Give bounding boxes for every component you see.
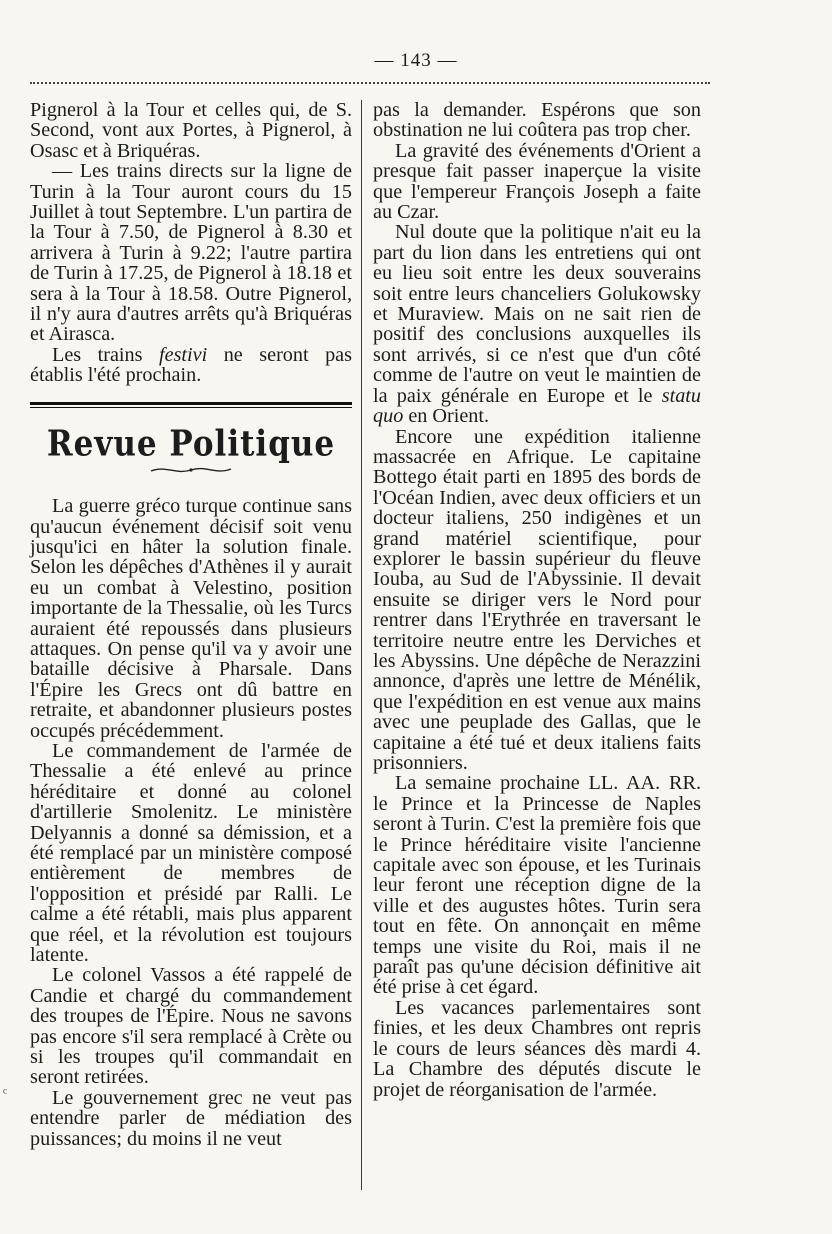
left-paragraph-guerre: La guerre gréco turque continue sans qu'aucun événement décisif soit venu jusqu'ici en hâter la solution finale. Selon les dépêches d'Athènes il y aurait eu un combat à Velestino, position importante de la Thessalie, où les Turcs auraient été repoussés dans plusieurs attaques. On pense qu'il va y avoir une bataille décisive à Pharsale. Dans l'Épire les Grecs ont dû battre en retraite, et abandonner plusieurs postes occupés précédemment. xyxy=(30,495,352,742)
header-rule xyxy=(30,82,710,84)
right-paragraph-gravite: La gravité des événements d'Orient a presque fait passer inaperçue la visite que l'empereur François Joseph a faite au Czar. xyxy=(373,139,701,224)
left-paragraph-trains-directs: — Les trains directs sur la ligne de Turin à la Tour auront cours du 15 Juillet à tout Septembre. L'un partira de la Tour à 7.50, de Pignerol à 8.30 et arrivera à Turin à 9.22; l'autre partira de Turin à 17.25, de Pignerol à 18.18 et sera à la Tour à 18.58. Outre Pignerol, il n'y aura d'autres arrêts qu'à Briquéras et Airasca. xyxy=(30,160,352,346)
right-paragraph-expedition: Encore une expédition italienne massacrée en Afrique. Le capitaine Bottego était parti en 1895 des bords de l'Océan Indien, avec deux officiers et un docteur italiens, 250 indigènes et un grand matériel scientifique, pour explorer le bassin supérieur du fleuve Iouba, au Sud de l'Abyssinie. Il devait ensuite se diriger vers le Nord pour rentrer dans l'Erythrée en traversant le territoire neutre entre les Derviches et les Abyssins. Une dépêche de Nerazzini annonce, d'après une lettre de Ménélik, que l'expédition en est venue aux mains avec une peuplade des Gallas, que le capitaine a été tué et deux italiens faits prisonniers. xyxy=(373,425,701,774)
left-paragraph-commandement: Le commandement de l'armée de Thessalie a été enlevé au prince héréditaire et donné au colonel d'artillerie Smolenitz. Le ministère Delyannis a donné sa démission, et a été remplacé par un ministère composé entièrement de membres de l'opposition et présidé par Ralli. Le calme a été rétabli, mais plus apparent que réel, et la révolution est toujours latente. xyxy=(30,739,352,967)
left-paragraph-trains-festivi xyxy=(30,345,352,386)
festivi-italic: festivi xyxy=(159,343,208,366)
festivi-text-before: Les trains xyxy=(52,343,159,366)
statu-quo-italic: statu quo xyxy=(373,384,701,428)
nul-doute-text-after: en Orient. xyxy=(403,405,490,428)
left-paragraph-1: Pignerol à la Tour et celles qui, de S. Second, vont aux Portes, à Pignerol, à Osasc et à Briquéras. xyxy=(30,99,352,162)
page-number: — 143 — xyxy=(374,50,458,71)
right-paragraph-nul-doute xyxy=(373,222,701,426)
section-title: Revue Politique xyxy=(46,422,336,465)
section-divider-rule xyxy=(30,402,352,408)
right-paragraph-vacances: Les vacances parlementaires sont finies, et les deux Chambres ont repris le cours de leurs séances dès mardi 4. La Chambre des députés discute le projet de réorganisation de l'armée. xyxy=(373,996,701,1101)
left-paragraph-vassos: Le colonel Vassos a été rappelé de Candie et chargé du commandement des troupes de l'Épire. Nous ne savons pas encore s'il sera remplacé à Crète ou si les troupes qu'il commandait en seront retirées. xyxy=(30,964,352,1089)
ornament-flourish-icon xyxy=(146,464,236,476)
column-divider xyxy=(361,100,362,1190)
festivi-text-after: ne seront pas établis l'été prochain. xyxy=(30,343,352,387)
right-paragraph-semaine: La semaine prochaine LL. AA. RR. le Prince et la Princesse de Naples seront à Turin. C'est la première fois que le Prince héréditaire visite l'ancienne capitale avec son épouse, et les Turinais leur feront une réception digne de la ville et des augustes hôtes. Turin sera tout en fête. On annonçait en même temps une visite du Roi, mais il ne paraît pas qu'une décision définitive ait été prise à cet égard. xyxy=(373,772,701,999)
left-column xyxy=(30,100,352,1149)
left-paragraph-gouvernement: Le gouvernement grec ne veut pas entendre parler de médiation des puissances; du moins il ne veut xyxy=(30,1086,352,1150)
right-column xyxy=(373,100,701,1100)
nul-doute-text: Nul doute que la politique n'ait eu la part du lion dans les entretiens qui ont eu lieu soit entre les deux souverains soit entre leurs chanceliers Golukowsky et Muraview. Mais on ne sait rien de positif des conclusions auxquelles ils sont arrivés, si ce n'est que d'un côté comme de l'autre on veut le maintien de la paix générale en Europe et le xyxy=(373,221,701,407)
right-paragraph-1: pas la demander. Espérons que son obstination ne lui coûtera pas trop cher. xyxy=(373,99,701,142)
margin-mark-icon: ᶜ xyxy=(3,1085,8,1102)
